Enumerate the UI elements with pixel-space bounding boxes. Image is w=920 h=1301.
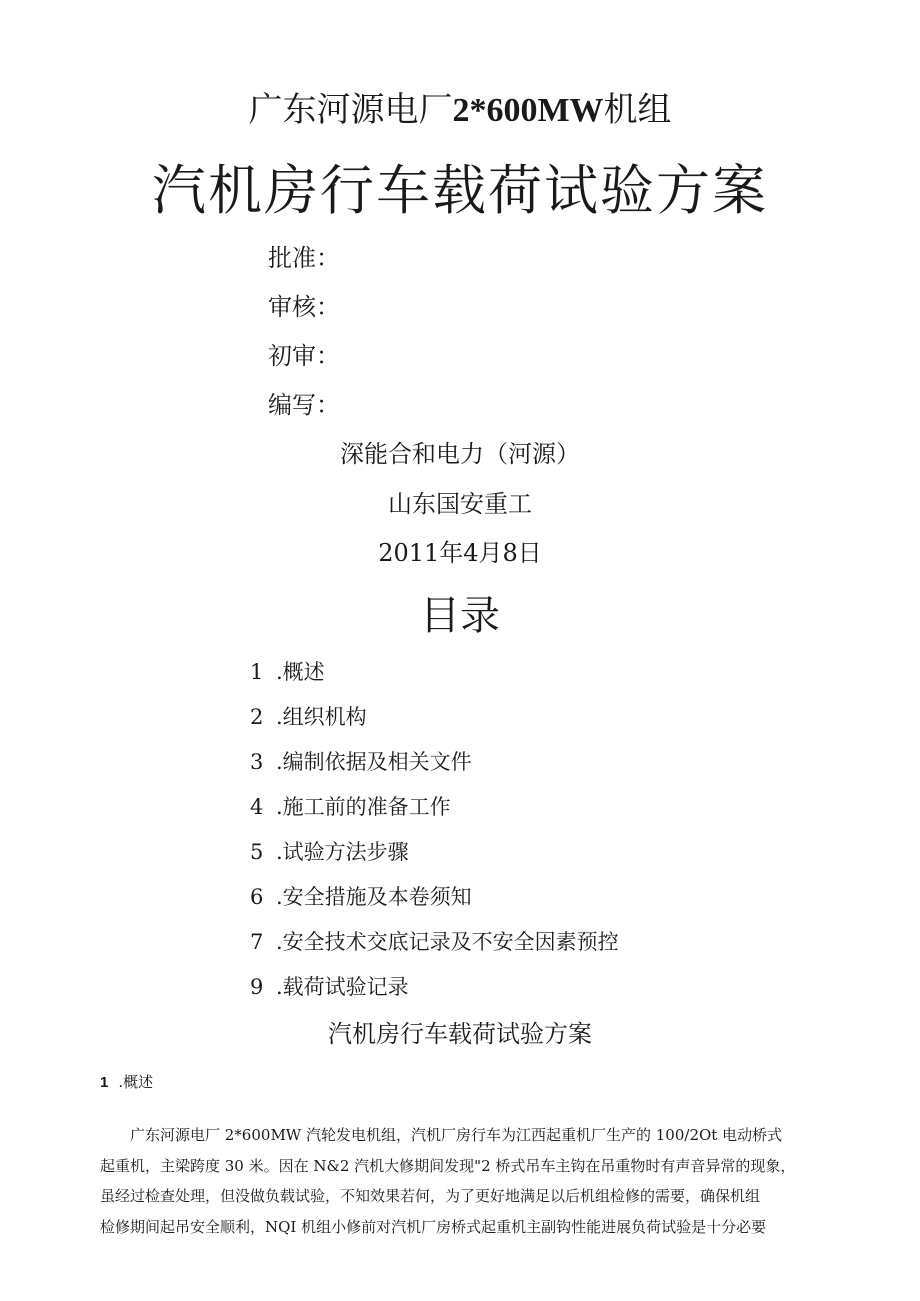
toc-item: 1 .概述 <box>250 660 325 684</box>
subtitle-unit: 机组 <box>603 90 672 130</box>
signoff-author: 编写： <box>268 391 340 419</box>
overview-paragraph <box>100 1120 844 1242</box>
paragraph-line: 广东河源电厂 2*600MW 汽轮发电机组，汽机厂房行车为江西起重机厂生产的 100/2Ot 电动桥式 <box>130 1126 783 1144</box>
subtitle-plant: 广东河源电厂 <box>248 90 453 130</box>
subtitle-capacity: 2*600MW <box>452 92 604 129</box>
organization-contractor: 山东国安重工 <box>388 490 532 518</box>
toc-item: 4 .施工前的准备工作 <box>250 795 451 819</box>
paragraph-line: 检修期间起吊安全顺利，NQI 机组小修前对汽机厂房桥式起重机主副钩性能进展负荷试验是十分必要 <box>100 1217 767 1236</box>
toc-item: 5 .试验方法步骤 <box>250 840 409 864</box>
toc-item: 2 .组织机构 <box>250 705 367 729</box>
toc-item: 9 .载荷试验记录 <box>250 975 409 999</box>
section-heading: 1 .概述 <box>100 1073 154 1091</box>
document-subtitle <box>0 82 920 131</box>
organization-owner: 深能合和电力（河源） <box>340 440 580 468</box>
paragraph-line: 虽经过检查处理，但没做负载试验，不知效果若何，为了更好地满足以后机组检修的需要，确保机组 <box>100 1187 761 1205</box>
section-title: 汽机房行车载荷试验方案 <box>328 1020 592 1048</box>
toc-item: 3 .编制依据及相关文件 <box>250 750 472 774</box>
toc-item: 7 .安全技术交底记录及不安全因素预控 <box>250 930 619 954</box>
toc-heading: 目录 <box>420 593 500 639</box>
paragraph-line: 起重机，主梁跨度 30 米。因在 N&2 汽机大修期间发现"2 桥式吊车主钩在吊重物时有声音异常的现象， <box>100 1156 796 1175</box>
document-title: 汽机房行车载荷试验方案 <box>152 159 768 222</box>
signoff-approve: 批准： <box>268 244 340 272</box>
document-date: 2011年4月8日 <box>378 539 542 567</box>
signoff-preliminary: 初审： <box>268 342 340 370</box>
toc-item: 6 .安全措施及本卷须知 <box>250 885 472 909</box>
signoff-review: 审核： <box>268 293 340 321</box>
